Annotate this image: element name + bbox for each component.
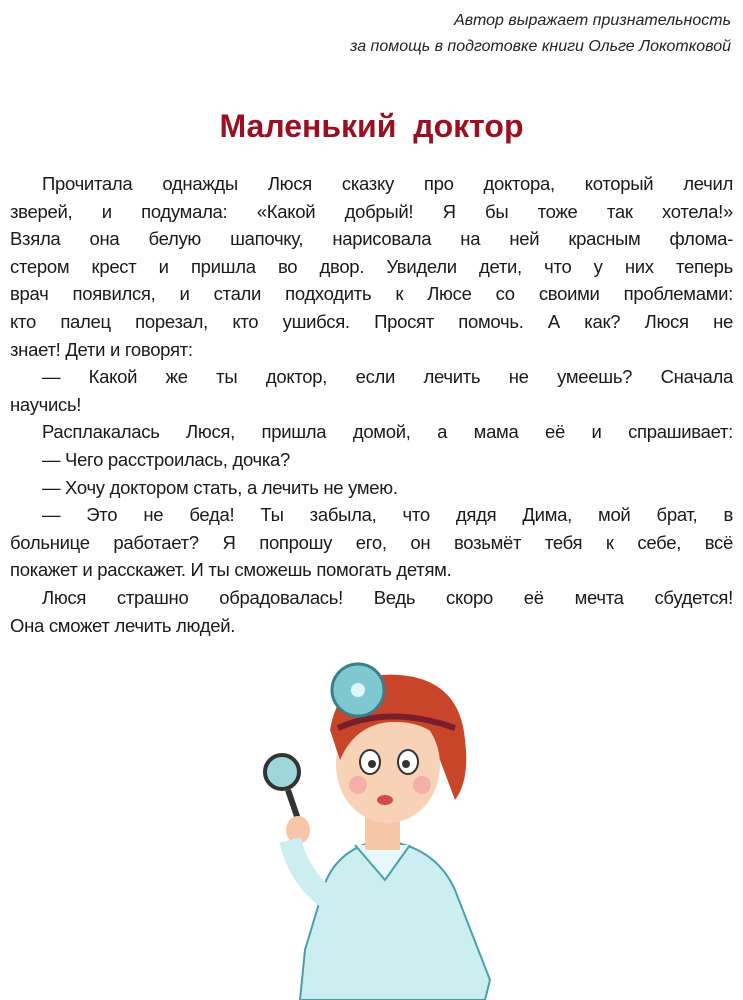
doctor-girl-illustration: [260, 650, 510, 1000]
text-line: — Хочу доктором стать, а лечить не умею.: [42, 476, 398, 498]
text-line: больнице работает? Я попрошу его, он возьмёт тебя к себе, всё: [10, 531, 733, 553]
text-line: Расплакалась Люся, пришла домой, а мама её и спрашивает:: [42, 421, 733, 443]
acknowledgement: [350, 8, 731, 60]
story-text: [10, 170, 733, 639]
text-line: Взяла она белую шапочку, нарисовала на ней красным флома-: [10, 228, 733, 250]
text-line: — Это не беда! Ты забыла, что дядя Дима, мой брат, в: [42, 504, 733, 526]
text-line: стером крест и пришла во двор. Увидели дети, что у них теперь: [10, 255, 733, 277]
text-line: врач появился, и стали подходить к Люсе со своими проблемами:: [10, 283, 733, 305]
story-title: Маленький доктор: [219, 108, 524, 144]
text-line: Она сможет лечить людей.: [10, 614, 236, 636]
text-line: Прочитала однажды Люся сказку про доктора, который лечил: [42, 173, 733, 194]
text-line: зверей, и подумала: «Какой добрый! Я бы тоже так хотела!»: [10, 200, 733, 222]
acknowledgement-line: Автор выражает признательность: [454, 12, 731, 29]
text-line: кто палец порезал, кто ушибся. Просят помочь. А как? Люся не: [10, 310, 733, 332]
text-line: — Чего расстроилась, дочка?: [42, 448, 291, 470]
text-line: покажет и расскажет. И ты сможешь помогать детям.: [10, 559, 452, 581]
text-line: Люся страшно обрадовалась! Ведь скоро её мечта сбудется!: [42, 586, 733, 608]
text-line: научись!: [10, 393, 82, 415]
text-line: — Какой же ты доктор, если лечить не умеешь? Сначала: [42, 366, 733, 388]
text-line: знает! Дети и говорят:: [10, 338, 193, 360]
acknowledgement-line: за помощь в подготовке книги Ольге Локотковой: [349, 38, 731, 55]
